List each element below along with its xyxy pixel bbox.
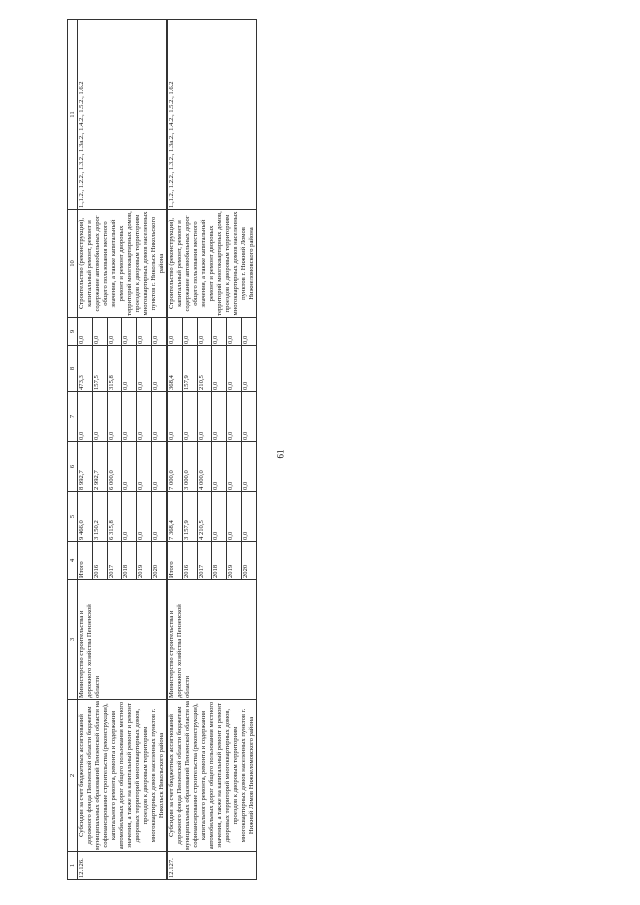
value-cell: 9 466,0 — [78, 492, 93, 542]
value-cell: 3 157,9 — [182, 492, 197, 542]
value-cell: 0,0 — [182, 392, 197, 442]
row-number-cell: 12.127. — [168, 852, 257, 880]
value-cell: 0,0 — [242, 442, 257, 492]
value-cell: 0,0 — [227, 346, 242, 392]
year-cell: 2017 — [107, 542, 122, 580]
value-cell: 0,0 — [212, 442, 227, 492]
value-cell: 368,4 — [168, 346, 183, 392]
value-cell: 0,0 — [227, 318, 242, 346]
value-cell: 0,0 — [152, 392, 167, 442]
value-cell: 0,0 — [122, 442, 137, 492]
year-cell: 2016 — [182, 542, 197, 580]
header-cell: 3 — [68, 580, 78, 700]
header-cell: 10 — [68, 210, 78, 318]
year-cell: 2018 — [122, 542, 137, 580]
year-cell: 2019 — [137, 542, 152, 580]
value-cell: 0,0 — [122, 492, 137, 542]
year-cell: Итого — [78, 542, 93, 580]
value-cell: 0,0 — [137, 346, 152, 392]
value-cell: 7 368,4 — [168, 492, 183, 542]
header-cell: 5 — [68, 492, 78, 542]
value-cell: 157,9 — [182, 346, 197, 392]
value-cell: 0,0 — [227, 392, 242, 442]
year-cell: 2018 — [212, 542, 227, 580]
value-cell: 0,0 — [92, 392, 107, 442]
value-cell: 0,0 — [242, 346, 257, 392]
value-cell: 315,8 — [107, 346, 122, 392]
description-cell: Субсидии за счет бюджетных ассигнований дорожного фонда Пензенской области бюджетам муниципальных образований Пензенской области на софинансирование строительства (реконструкции), капитального ремонта, ремонта и содержания автомобильных дорог общего пользования местного значения, а также на капитальный ремонт и ремонт дворовых территорий многоквартирных домов, проездов к дворовым территориям многоквартирных домов населенных пунктов г. Никольск Никольского района — [78, 701, 165, 850]
value-cell: 8 992,7 — [78, 442, 93, 492]
header-row — [68, 20, 78, 880]
year-cell: Итого — [168, 542, 183, 580]
value-cell: 210,5 — [197, 346, 212, 392]
value-cell: 2 992,7 — [92, 442, 107, 492]
value-cell: 0,0 — [197, 392, 212, 442]
value-cell: 3 150,2 — [92, 492, 107, 542]
value-cell: 0,0 — [122, 318, 137, 346]
indicators-cell: 1.,1.2., 1.2.2., 1.3.2., 1.3а.2., 1.4.2., 1.5.2., 1.6.2 — [78, 20, 167, 210]
value-cell: 0,0 — [137, 392, 152, 442]
program-table — [67, 19, 257, 880]
value-cell: 0,0 — [137, 492, 152, 542]
indicators-cell: 1.,1.2., 1.2.2., 1.3.2., 1.3а.2., 1.4.2., 1.5.2., 1.6.2 — [168, 20, 257, 210]
description-cell: Субсидии за счет бюджетных ассигнований дорожного фонда Пензенской области бюджетам муниципальных образований Пензенской области на софинансирование строительства (реконструкции), капитального ремонта, ремонта и содержания автомобильных дорог общего пользования местного значения, а также на капитальный ремонт и ремонт дворовых территорий многоквартирных домов, проездов к дворовым территориям многоквартирных домов населенных пунктов г. Нижний Ломов Нижнеломовского района — [168, 701, 255, 850]
value-cell: 0,0 — [122, 392, 137, 442]
row-number-cell: 12.126. — [78, 852, 167, 880]
value-cell: 0,0 — [227, 492, 242, 542]
value-cell: 4 000,0 — [197, 442, 212, 492]
rotated-table-container — [67, 20, 577, 880]
year-cell: 2017 — [197, 542, 212, 580]
value-cell: 473,3 — [78, 346, 93, 392]
value-cell: 0,0 — [152, 442, 167, 492]
header-cell: 11 — [68, 20, 78, 210]
value-cell: 0,0 — [242, 392, 257, 442]
value-cell: 0,0 — [152, 318, 167, 346]
year-cell: 2016 — [92, 542, 107, 580]
value-cell: 0,0 — [78, 318, 93, 346]
value-cell: 0,0 — [168, 318, 183, 346]
goal-cell: Строительство (реконструкция), капитальный ремонт, ремонт и содержание автомобильных дорог общего пользования местного значения, а также капитальный ремонт и ремонт дворовых территорий многоквартирных домов, проездов к дворовым территориям многоквартирных домов населенных пунктов г. Никольск Никольского района — [78, 211, 165, 316]
spacer-cell — [257, 20, 258, 880]
value-cell: 6 000,0 — [107, 442, 122, 492]
executor-cell: Министерство строительства и дорожного хозяйства Пензенской области — [168, 580, 257, 700]
value-cell: 4 210,5 — [197, 492, 212, 542]
value-cell: 0,0 — [212, 318, 227, 346]
value-cell: 0,0 — [212, 492, 227, 542]
year-cell: 2019 — [227, 542, 242, 580]
value-cell: 0,0 — [168, 392, 183, 442]
year-cell: 2020 — [242, 542, 257, 580]
header-cell: 2 — [68, 700, 78, 852]
value-cell: 3 000,0 — [182, 442, 197, 492]
value-cell: 0,0 — [212, 346, 227, 392]
table-row — [78, 20, 93, 880]
value-cell: 0,0 — [227, 442, 242, 492]
spacer-row — [257, 20, 258, 880]
year-cell: 2020 — [152, 542, 167, 580]
value-cell: 0,0 — [137, 442, 152, 492]
value-cell: 0,0 — [152, 346, 167, 392]
page-number: 61 — [275, 449, 286, 459]
value-cell: 0,0 — [107, 318, 122, 346]
value-cell: 0,0 — [107, 392, 122, 442]
header-cell: 6 — [68, 442, 78, 492]
value-cell: 0,0 — [137, 318, 152, 346]
value-cell: 0,0 — [152, 492, 167, 542]
value-cell: 0,0 — [182, 318, 197, 346]
header-cell: 9 — [68, 318, 78, 346]
value-cell: 157,5 — [92, 346, 107, 392]
value-cell: 0,0 — [122, 346, 137, 392]
value-cell: 0,0 — [212, 392, 227, 442]
value-cell: 0,0 — [78, 392, 93, 442]
header-cell: 1 — [68, 852, 78, 880]
header-cell: 7 — [68, 392, 78, 442]
value-cell: 0,0 — [242, 492, 257, 542]
value-cell: 0,0 — [92, 318, 107, 346]
executor-cell: Министерство строительства и дорожного хозяйства Пензенской области — [78, 580, 167, 700]
value-cell: 0,0 — [242, 318, 257, 346]
value-cell: 0,0 — [197, 318, 212, 346]
goal-cell: Строительство (реконструкция), капитальный ремонт, ремонт и содержание автомобильных дорог общего пользования местного значения, а также капитальный ремонт и ремонт дворовых территорий многоквартирных домов, проездов к дворовым территориям многоквартирных домов населенных пунктов г. Нижний Ломов Нижнеломовского района — [168, 211, 255, 316]
header-cell: 4 — [68, 542, 78, 580]
value-cell: 6 315,8 — [107, 492, 122, 542]
table-row — [168, 20, 183, 880]
header-cell: 8 — [68, 346, 78, 392]
value-cell: 7 000,0 — [168, 442, 183, 492]
